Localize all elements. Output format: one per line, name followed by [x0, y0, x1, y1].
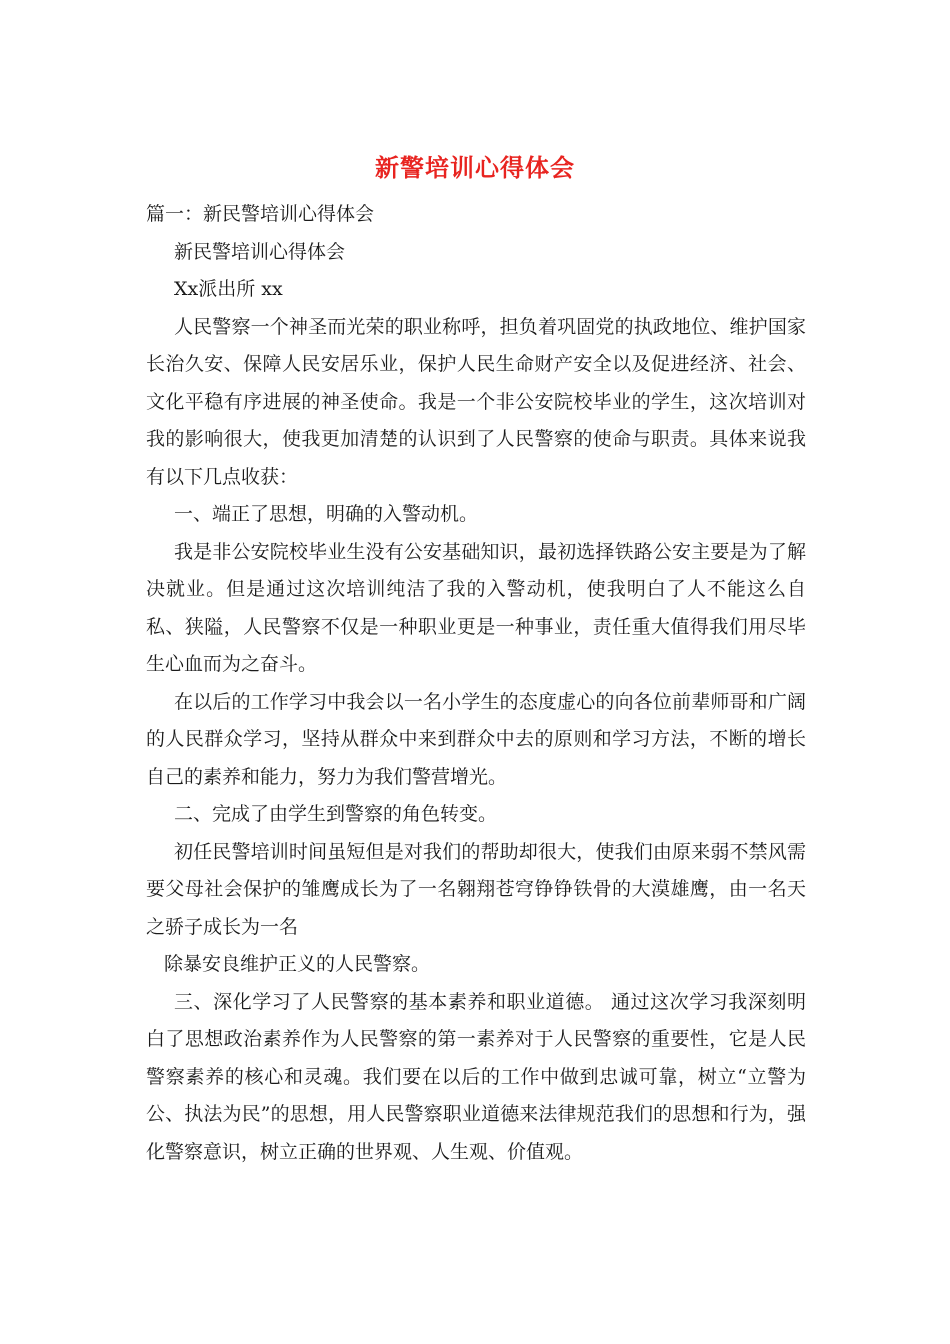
paragraph: 三、深化学习了人民警察的基本素养和职业道德。 通过这次学习我深刻明白了思想政治素养作为人民警察的第一素养对于人民警察的重要性，它是人民警察素养的核心和灵魂。我们要在以后的工作中做到忠诚可靠，树立“立警为公、执法为民”的思想，用人民警察职业道德来法律规范我们的思想和行为，强化警察意识，树立正确的世界观、人生观、价值观。: [146, 990, 806, 1163]
paragraph-continuation: 除暴安良维护正义的人民警察。: [164, 953, 431, 975]
paragraph: 人民警察一个神圣而光荣的职业称呼，担负着巩固党的执政地位、维护国家长治久安、保障人民安居乐业，保护人民生命财产安全以及促进经济、社会、文化平稳有序进展的神圣使命。我是一个非公安院校毕业的学生，这次培训对我的影响很大，使我更加清楚的认识到了人民警察的使命与职责。具体来说我有以下几点收获：: [146, 315, 806, 488]
section-heading: 篇一：新民警培训心得体会: [146, 203, 375, 225]
paragraph: 在以后的工作学习中我会以一名小学生的态度虚心的向各位前辈师哥和广阔的人民群众学习，坚持从群众中来到群众中去的原则和学习方法，不断的增长自己的素养和能力，努力为我们警营增光。: [146, 690, 806, 788]
paragraph: 初任民警培训时间虽短但是对我们的帮助却很大，使我们由原来弱不禁风需要父母社会保护的雏鹰成长为了一名翱翔苍穹铮铮铁骨的大漠雄鹰，由一名天之骄子成长为一名: [146, 840, 806, 938]
point-heading: 一、端正了思想，明确的入警动机。: [174, 503, 479, 525]
document-body: [146, 196, 806, 1171]
author-line: Xx派出所 xx: [174, 278, 283, 300]
article-title: 新民警培训心得体会: [174, 240, 346, 263]
paragraph: 我是非公安院校毕业生没有公安基础知识，最初选择铁路公安主要是为了解决就业。但是通过这次培训纯洁了我的入警动机，使我明白了人不能这么自私、狭隘，人民警察不仅是一种职业更是一种事业，责任重大值得我们用尽毕生心血而为之奋斗。: [146, 540, 806, 675]
point-heading: 二、完成了由学生到警察的角色转变。: [174, 803, 498, 825]
document-title: 新警培训心得体会: [375, 153, 575, 182]
